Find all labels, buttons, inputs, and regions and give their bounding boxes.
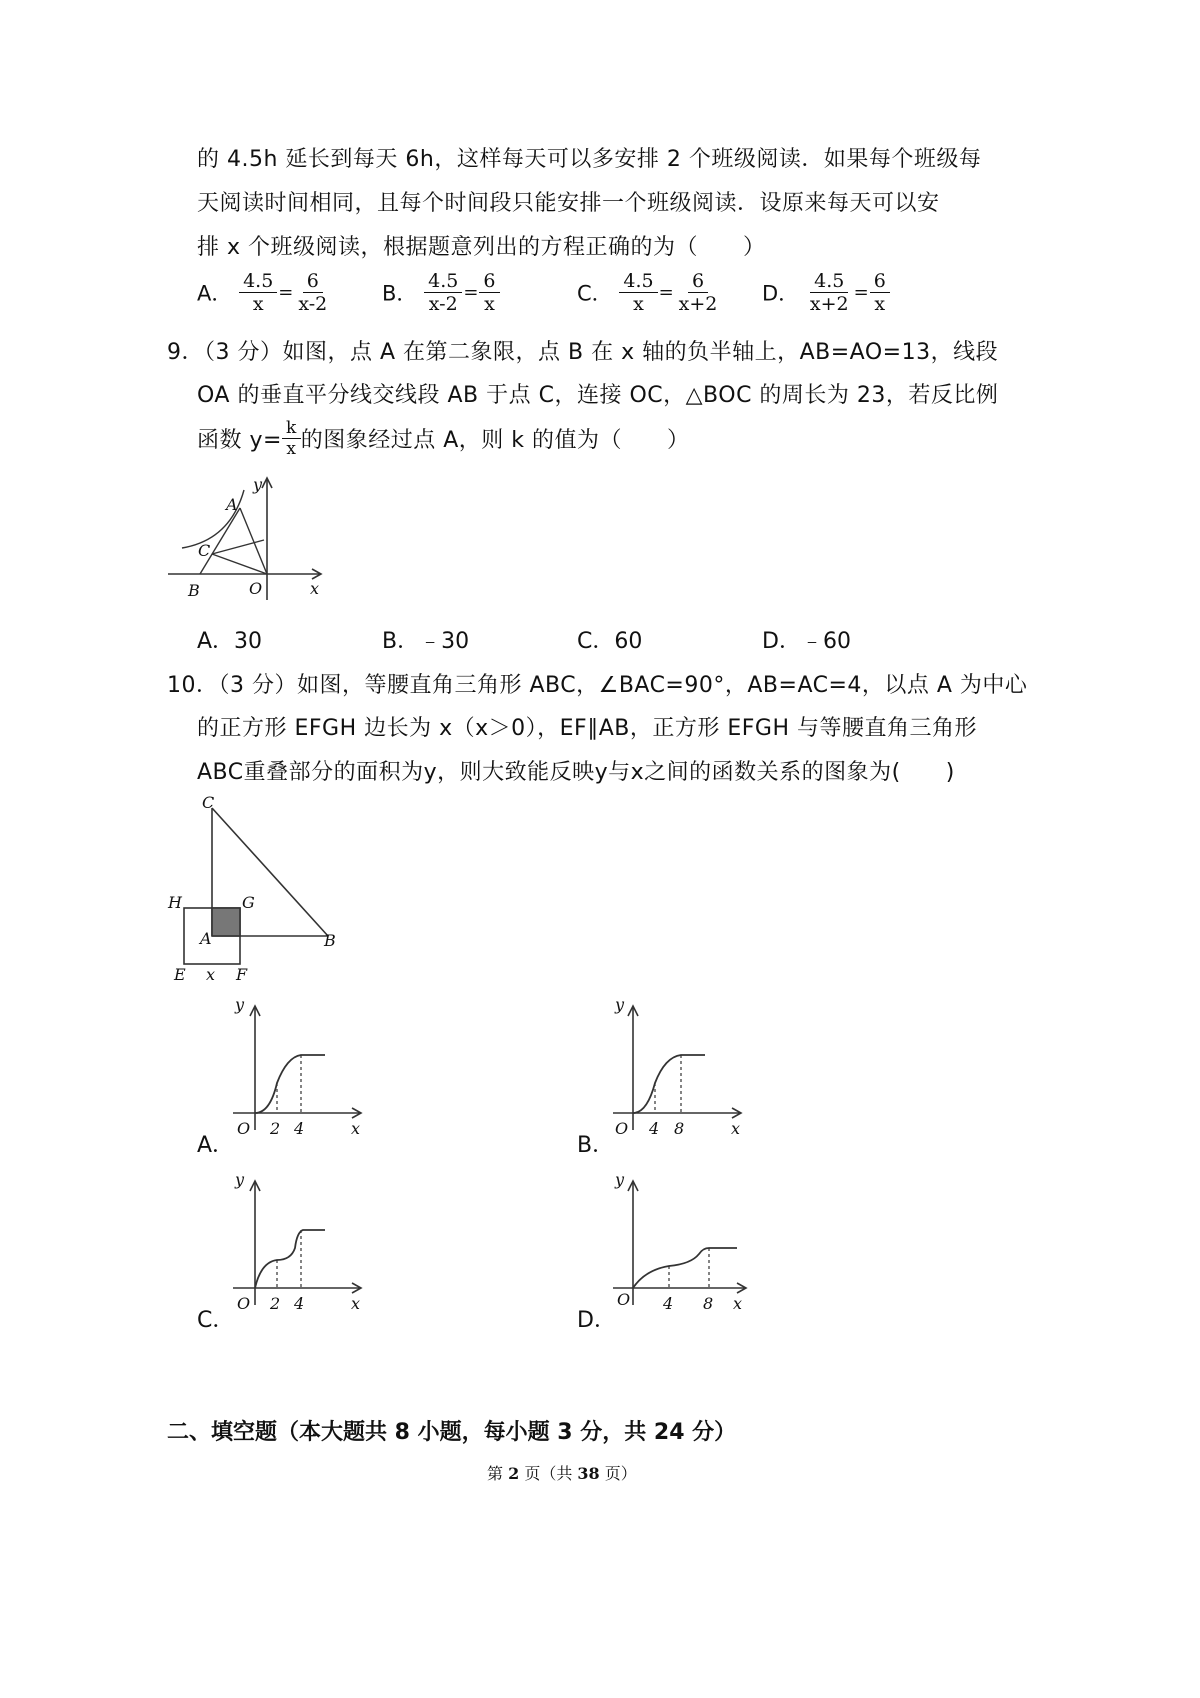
fraction: $\frac{4.5}{x+2}$ (809, 270, 849, 315)
graph-curve (255, 1230, 325, 1288)
label-x: x (731, 1119, 741, 1138)
fraction: $\frac{4.5}{x}$ (619, 270, 657, 315)
footer-text: 页（共 (519, 1464, 578, 1483)
fraction: $\frac{k}{x}$ (282, 418, 301, 459)
fraction: $\frac{6}{x+2}$ (678, 270, 718, 315)
fraction: $\frac{4.5}{x}$ (239, 270, 277, 315)
segment-oc (212, 554, 267, 574)
label-a: A (200, 929, 212, 948)
option-label: B． (382, 281, 418, 306)
q8-text-line-2: 天阅读时间相同，且每个时间段只能安排一个班级阅读．设原来每天可以安 (197, 191, 940, 216)
fraction: $\frac{4.5}{x-2}$ (424, 270, 462, 315)
q10-graph-d-label: D． (577, 1308, 616, 1333)
overlap-region (212, 908, 240, 936)
text: 函数 y= (197, 428, 282, 453)
label-y: y (253, 475, 263, 494)
q9-text-line-3 (197, 418, 690, 459)
fraction: $\frac{6}{x-2}$ (298, 270, 328, 315)
q10-graph-a-label: A． (197, 1133, 235, 1158)
option-label: C． (577, 281, 613, 306)
q10-graph-c-label: C． (197, 1308, 235, 1333)
footer-text: 第 (487, 1464, 509, 1483)
tick-label: 8 (674, 1119, 685, 1138)
label-y: y (615, 1170, 625, 1189)
q10-text-line-1: 10．（3 分）如图，等腰直角三角形 ABC，∠BAC=90°，AB=AC=4，以点 A 为中心 (167, 673, 1028, 698)
label-origin: O (237, 1294, 251, 1313)
q10-text-line-2: 的正方形 EFGH 边长为 x（x＞0），EF∥AB，正方形 EFGH 与等腰直角三角形 (197, 716, 977, 741)
tick-label: 4 (649, 1119, 660, 1138)
tick-label: 4 (294, 1294, 305, 1313)
q9-option-d: D．﹣60 (762, 629, 851, 654)
q8-option-a (197, 270, 331, 315)
tick-label: 8 (703, 1294, 714, 1313)
label-origin: O (615, 1119, 629, 1138)
q8-option-c (577, 270, 721, 315)
label-y: y (615, 995, 625, 1014)
graph-curve (633, 1248, 737, 1288)
page-number: 2 (508, 1464, 520, 1483)
label-c: C (198, 541, 211, 560)
equals-sign: = (658, 282, 674, 303)
equals-sign: = (853, 282, 869, 303)
equals-sign: = (278, 282, 294, 303)
q8-option-b (382, 270, 500, 315)
total-pages: 38 (577, 1464, 600, 1483)
label-origin: O (237, 1119, 251, 1138)
q9-option-b: B．﹣30 (382, 629, 470, 654)
label-c: C (202, 793, 215, 812)
option-label: A． (197, 281, 233, 306)
tick-label: 2 (270, 1294, 281, 1313)
q10-graph-b-label: B． (577, 1133, 615, 1158)
q8-text-line-3: 排 x 个班级阅读，根据题意列出的方程正确的为（ ） (197, 235, 766, 260)
q8-text-line-1: 的 4.5h 延长到每天 6h，这样每天可以多安排 2 个班级阅读．如果每个班级每 (197, 147, 982, 172)
label-x: x (351, 1294, 361, 1313)
q10-graph-b (605, 995, 750, 1145)
label-x: x (206, 965, 216, 984)
tick-label: 4 (663, 1294, 674, 1313)
q10-graph-a (225, 995, 370, 1145)
label-e: E (174, 965, 186, 984)
q10-text-line-3: ABC重叠部分的面积为y，则大致能反映y与x之间的函数关系的图象为( ) (197, 760, 955, 785)
label-y: y (235, 995, 245, 1014)
text: 的图象经过点 A，则 k 的值为（ ） (300, 428, 690, 453)
tick-label: 4 (294, 1119, 305, 1138)
footer-text: 页） (599, 1464, 637, 1483)
label-x: x (733, 1294, 743, 1313)
label-a: A (226, 495, 238, 514)
label-origin: O (617, 1290, 631, 1309)
q10-graph-c (225, 1170, 370, 1320)
label-b: B (188, 581, 200, 600)
option-label: D． (762, 281, 800, 306)
label-h: H (168, 893, 182, 912)
label-y: y (235, 1170, 245, 1189)
q8-option-d (762, 270, 890, 315)
tick-label: 2 (270, 1119, 281, 1138)
label-b: B (324, 931, 336, 950)
equals-sign: = (463, 282, 479, 303)
q9-text-line-1: 9．（3 分）如图，点 A 在第二象限，点 B 在 x 轴的负半轴上，AB=AO=13，线段 (167, 340, 999, 365)
graph-curve (633, 1055, 705, 1113)
label-o: O (249, 579, 263, 598)
label-x: x (310, 579, 320, 598)
fraction: $\frac{6}{x}$ (479, 270, 499, 315)
label-f: F (236, 965, 248, 984)
q9-figure (160, 470, 340, 610)
graph-curve (255, 1055, 325, 1113)
q9-text-line-2: OA 的垂直平分线交线段 AB 于点 C，连接 OC，△BOC 的周长为 23，若反比例 (197, 383, 999, 408)
q10-triangle-figure (160, 790, 360, 990)
page-footer (487, 1461, 637, 1484)
fraction: $\frac{6}{x}$ (870, 270, 890, 315)
section-heading: 二、填空题（本大题共 8 小题，每小题 3 分，共 24 分） (167, 1420, 737, 1445)
q9-option-c: C．60 (577, 629, 643, 654)
q9-option-a: A．30 (197, 629, 263, 654)
q10-graph-d (605, 1170, 765, 1320)
label-g: G (242, 893, 255, 912)
label-x: x (351, 1119, 361, 1138)
